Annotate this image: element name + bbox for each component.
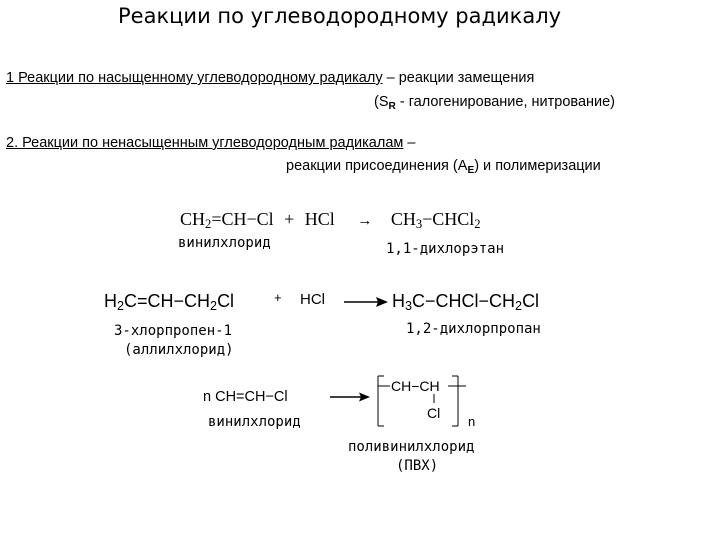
reaction-1-equation bbox=[180, 209, 481, 230]
r1-label-product: 1,1-дихлорэтан bbox=[386, 241, 505, 257]
item-1-sr-rest: - галогенирование, нитрование) bbox=[395, 94, 616, 110]
item-2-line-1 bbox=[6, 135, 415, 151]
r3-unit-chain: CH−CH bbox=[391, 378, 440, 394]
r3-label-product-1: поливинилхлорид bbox=[348, 439, 475, 455]
r2-arrow-icon bbox=[344, 295, 388, 309]
item-1-line-1 bbox=[6, 70, 534, 86]
r2-product-sub2: 2 bbox=[515, 299, 523, 313]
r2-reactant-a: H bbox=[104, 291, 117, 311]
r3-unit-cl: Cl bbox=[427, 405, 441, 421]
r1-arrow: → bbox=[357, 213, 373, 229]
r1-label-reactant: винилхлорид bbox=[178, 235, 271, 251]
item-2-ae-post: ) и полимеризации bbox=[474, 158, 601, 174]
item-2-heading: 2. Реакции по ненасыщенным углеводородным радикалам bbox=[6, 135, 404, 151]
item-2-line-2 bbox=[286, 158, 601, 174]
reaction-2-product bbox=[392, 291, 539, 312]
r3-label-product-2: (ПВХ) bbox=[396, 458, 439, 474]
r2-label-product: 1,2-дихлорпропан bbox=[406, 321, 541, 337]
item-1-text: – реакции замещения bbox=[382, 70, 535, 86]
r2-reactant-c: Cl bbox=[217, 291, 235, 311]
r2-reactant-sub2: 2 bbox=[210, 299, 218, 313]
item-1-sr-sub: R bbox=[388, 101, 396, 112]
r1-product-sub2: 2 bbox=[474, 217, 481, 231]
page-title: Реакции по углеводородному радикалу bbox=[118, 4, 562, 28]
item-1-line-2 bbox=[374, 94, 615, 110]
r2-plus: + bbox=[274, 290, 282, 305]
reaction-2-reactant bbox=[104, 291, 234, 312]
r1-reactant-b: =CH−Cl bbox=[211, 209, 274, 229]
item-1-heading: 1 Реакции по насыщенному углеводородному радикалу bbox=[6, 70, 383, 86]
r3-subscript-n: n bbox=[468, 414, 476, 429]
r2-label-reactant-2: (аллилхлорид) bbox=[124, 342, 234, 358]
r1-product-sub: 3 bbox=[415, 217, 423, 231]
r2-reactant-sub1: 2 bbox=[117, 299, 125, 313]
item-2-text: – bbox=[403, 135, 416, 151]
r1-product-b: −CHCl bbox=[422, 209, 475, 229]
r1-hcl: HCl bbox=[304, 209, 335, 229]
r3-label-reactant: винилхлорид bbox=[208, 414, 301, 430]
item-2-ae-pre: реакции присоединения (A bbox=[286, 158, 468, 174]
r1-reactant-sub: 2 bbox=[205, 217, 212, 231]
r2-product-a: H bbox=[392, 291, 405, 311]
r2-reactant-b: C=CH−CH bbox=[124, 291, 211, 311]
r1-product-a: CH bbox=[390, 209, 416, 229]
r2-product-c: Cl bbox=[522, 291, 540, 311]
r1-plus: + bbox=[284, 209, 295, 229]
item-2-ae-sub: E bbox=[467, 165, 475, 176]
r2-label-reactant-1: 3-хлорпропен-1 bbox=[114, 323, 233, 339]
reaction-3-reactant: n CH=CH−Cl bbox=[203, 389, 288, 405]
r1-reactant-a: CH bbox=[180, 209, 206, 229]
r2-product-sub1: 3 bbox=[405, 299, 413, 313]
r2-hcl: HCl bbox=[300, 291, 325, 308]
item-1-sr-open: (S bbox=[374, 94, 389, 110]
r3-arrow-icon bbox=[330, 391, 370, 403]
r2-product-b: C−CHCl−CH bbox=[412, 291, 516, 311]
